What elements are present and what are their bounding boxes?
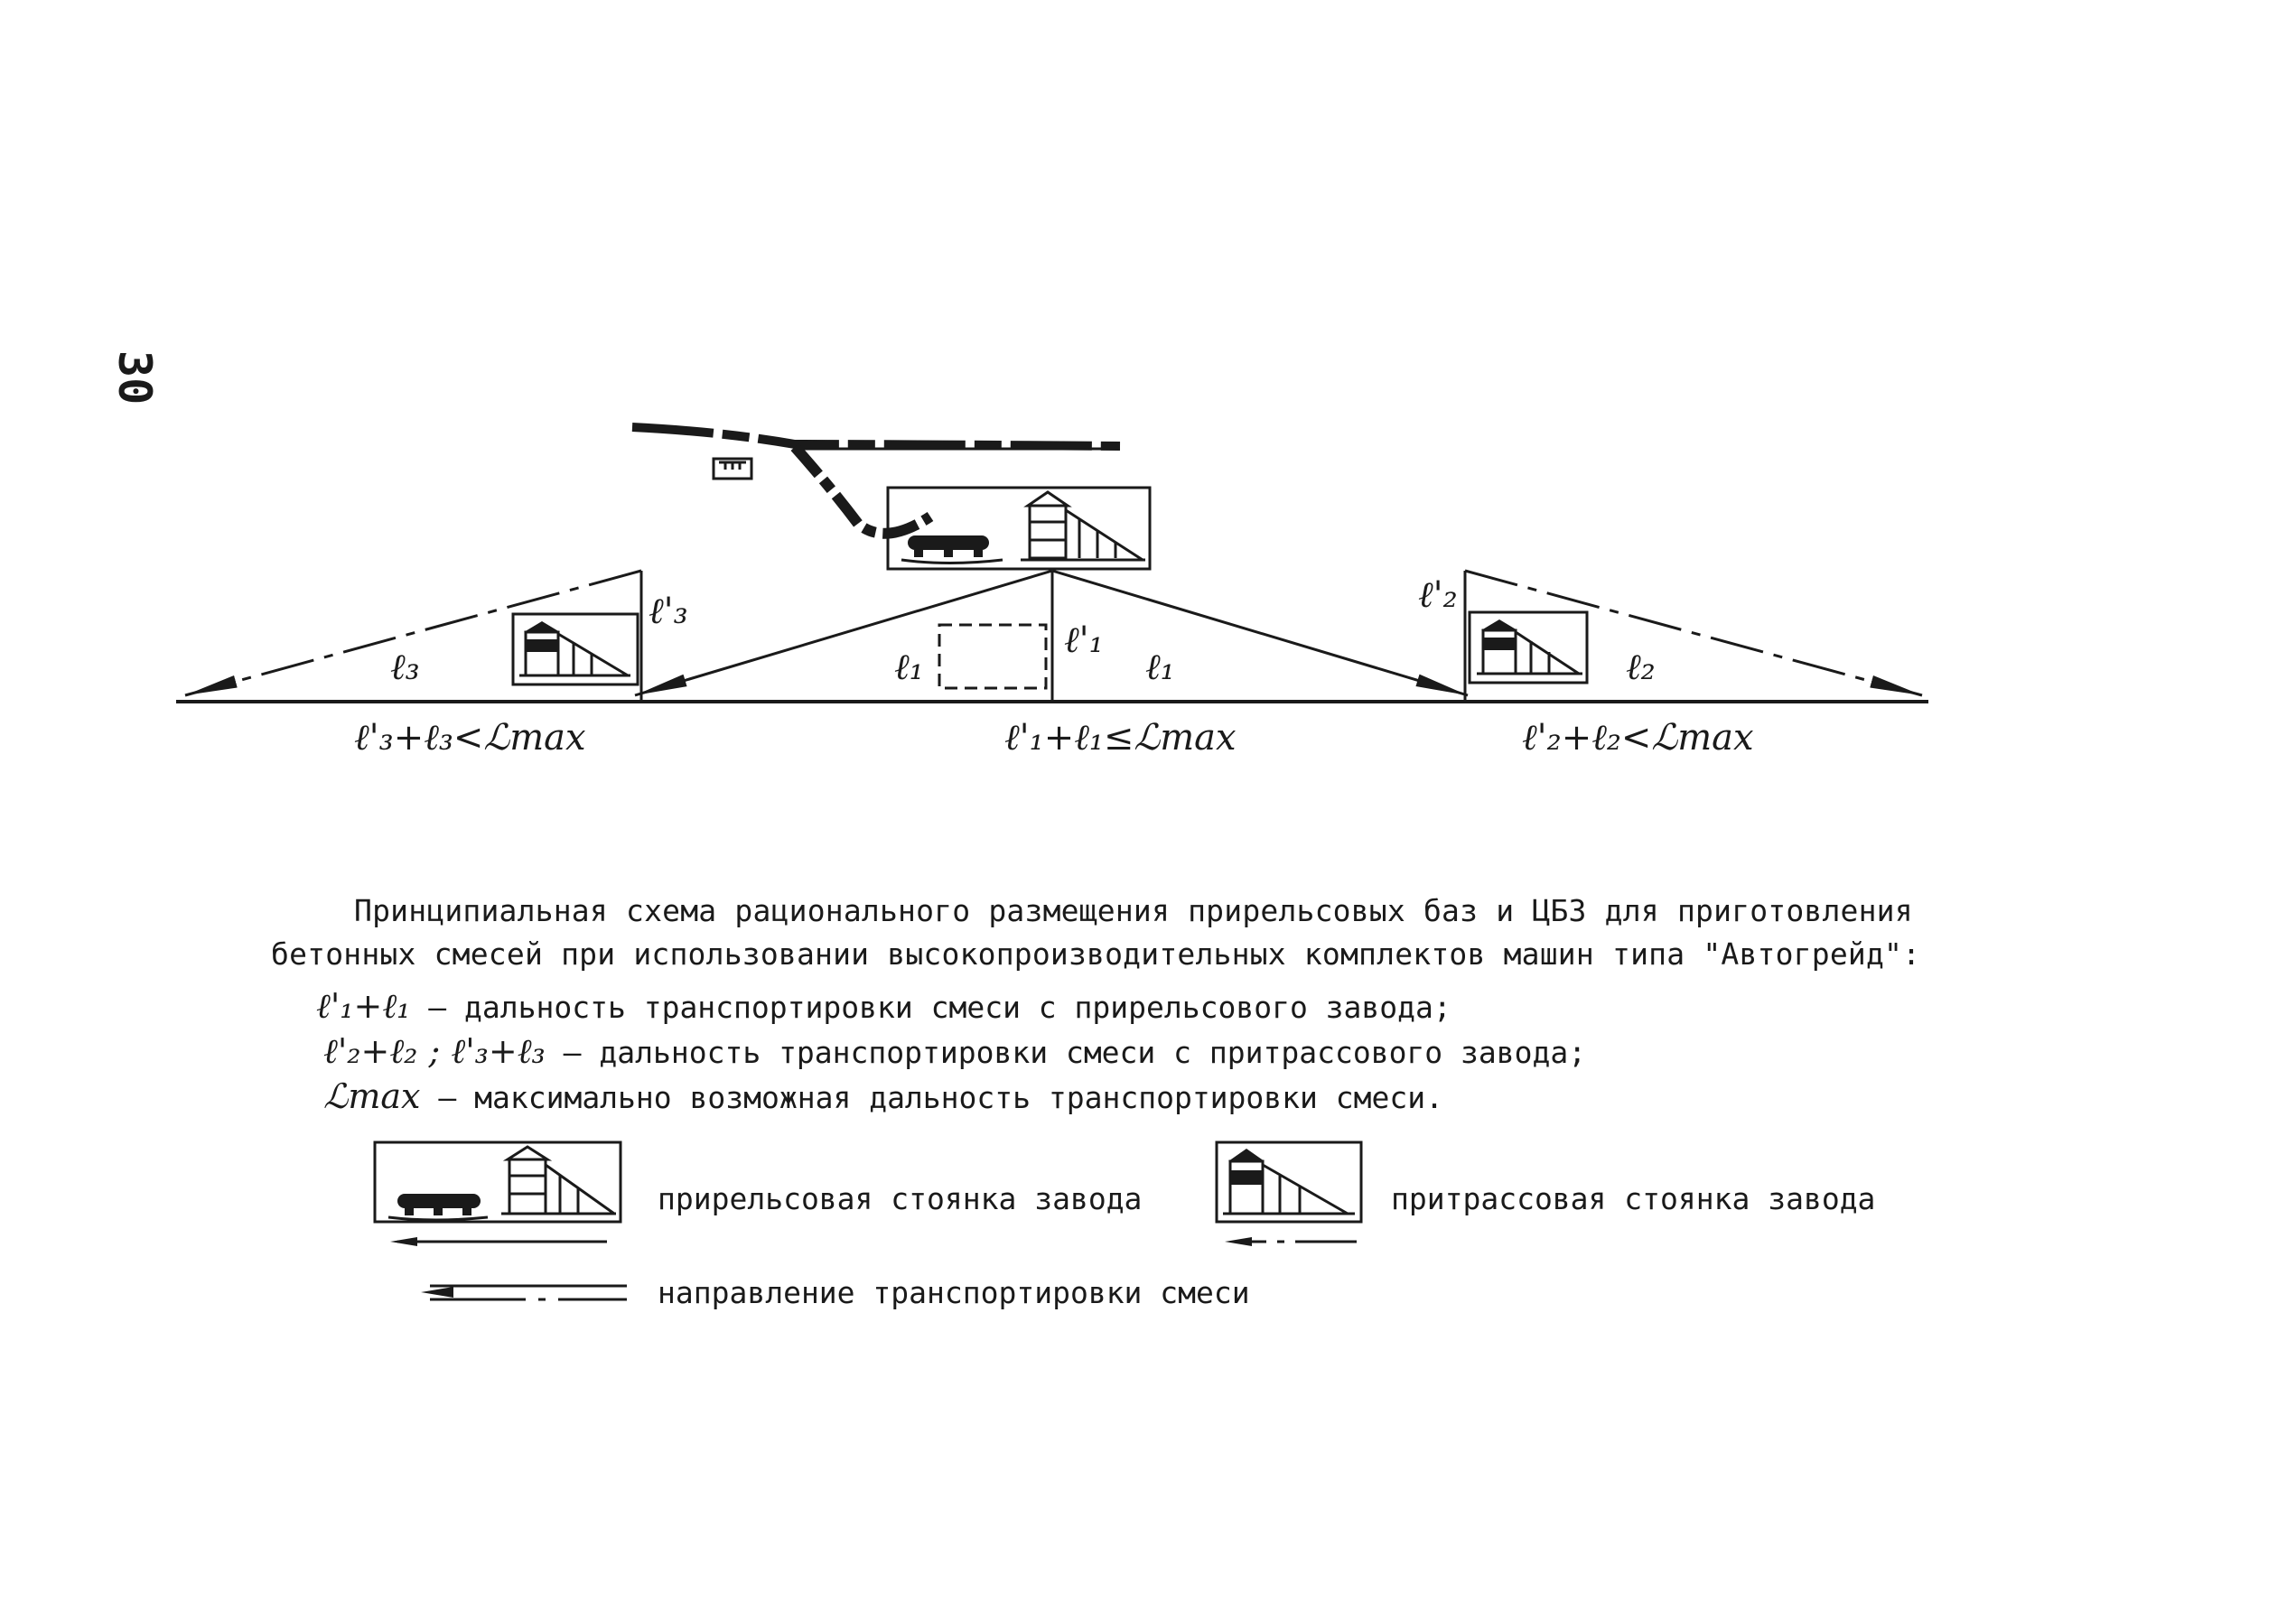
legend-rail-plant-label: прирельсовая стоянка завода — [658, 1181, 1143, 1216]
definition-row-2 — [323, 1031, 1586, 1072]
definition-row-1 — [316, 986, 1451, 1027]
formula-left: ℓ'₃+ℓ₃<ℒmax — [354, 717, 586, 759]
label-l1-left: ℓ₁ — [894, 647, 924, 688]
page-number: 30 — [108, 350, 161, 405]
label-l3: ℓ₃ — [390, 647, 420, 688]
definition-symbol: ℓ'₂+ℓ₂ ; ℓ'₃+ℓ₃ — [323, 1031, 546, 1071]
formula-center: ℓ'₁+ℓ₁≤ℒmax — [1004, 717, 1237, 759]
railway — [632, 427, 1120, 534]
rail-station-icon — [714, 459, 751, 479]
figure-caption — [271, 889, 1942, 976]
definition-row-3 — [323, 1076, 1443, 1116]
label-l2: ℓ₂ — [1626, 647, 1656, 688]
caption-line-1: Принципиальная схема рационального размещения прирельсовых баз и ЦБЗ для приготовления — [354, 893, 1913, 928]
definition-symbol: ℓ'₁+ℓ₁ — [316, 986, 411, 1026]
definition-symbol: ℒmax — [323, 1076, 421, 1116]
definition-text: – дальность транспортировки смеси с прирельсового завода; — [428, 990, 1451, 1025]
legend-road-plant-icon — [1212, 1140, 1375, 1257]
formula-right: ℓ'₂+ℓ₂<ℒmax — [1522, 717, 1754, 759]
legend-direction-arrow-icon — [417, 1275, 634, 1311]
definition-text: – дальность транспортировки смеси с притрассового завода; — [563, 1035, 1587, 1070]
label-l1-right: ℓ₁ — [1145, 647, 1175, 688]
legend-road-plant-label: притрассовая стоянка завода — [1391, 1181, 1876, 1216]
label-l1-prime: ℓ'₁ — [1064, 619, 1104, 661]
caption-line-2: бетонных смесей при использовании высокопроизводительных комплектов машин типа "Автогрейд": — [271, 936, 1921, 972]
right-road-plant-icon — [1470, 612, 1587, 683]
label-l2-prime: ℓ'₂ — [1418, 574, 1458, 616]
label-l3-prime: ℓ'₃ — [649, 591, 688, 632]
legend-direction-label: направление транспортировки смеси — [658, 1275, 1250, 1310]
rail-plant-icon — [888, 488, 1150, 569]
right-zone — [1465, 571, 1922, 702]
central-zone — [635, 571, 1468, 702]
dashed-area — [939, 625, 1046, 688]
left-road-plant-icon — [513, 614, 638, 684]
legend-rail-plant-icon — [370, 1140, 632, 1257]
definition-text: – максимально возможная дальность транспортировки смеси. — [438, 1080, 1443, 1115]
